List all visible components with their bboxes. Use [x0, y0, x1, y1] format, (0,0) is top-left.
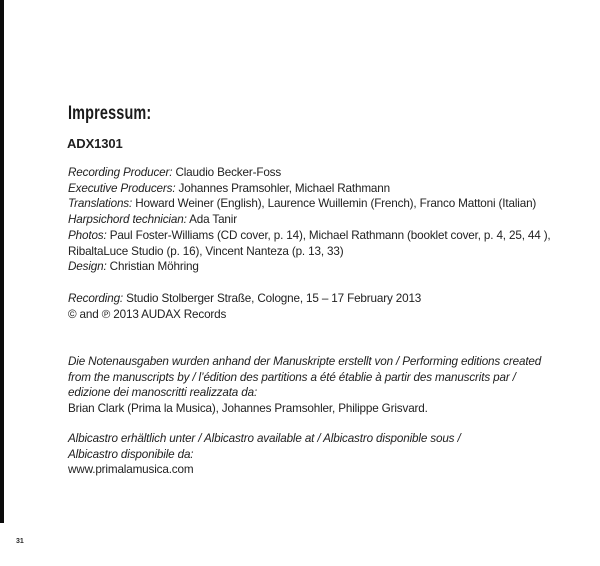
credits-block	[68, 165, 551, 275]
catalog-number: ADX1301	[67, 136, 123, 151]
credit-text: Paul Foster-Williams (CD cover, p. 14), Michael Rathmann (booklet cover, p. 4, 25, 44 ),	[106, 228, 551, 242]
credit-text: Howard Weiner (English), Laurence Wuillemin (French), Franco Mattoni (Italian)	[132, 197, 537, 211]
credit-text: Johannes Pramsohler, Michael Rathmann	[175, 181, 390, 195]
scan-edge-bar	[0, 0, 4, 523]
credit-label: Harpsichord technician:	[68, 213, 187, 227]
availability-note-line: Albicastro erhältlich unter / Albicastro available at / Albicastro disponible sous /	[68, 432, 461, 445]
copyright-line	[68, 307, 421, 323]
recording-line	[68, 291, 421, 307]
availability-note-line: Albicastro disponibile da:	[68, 447, 194, 461]
credit-line	[68, 244, 551, 260]
editions-note-line: Die Notenausgaben wurden anhand der Manuskripte erstellt von / Performing editions created	[68, 355, 542, 368]
editions-credit-line: Brian Clark (Prima la Musica), Johannes Pramsohler, Philippe Grisvard.	[68, 402, 428, 416]
page-title: Impressum:	[68, 103, 152, 124]
credit-label: Recording Producer:	[68, 166, 173, 179]
credit-line	[68, 228, 551, 244]
page-number: 31	[16, 538, 24, 545]
credit-line	[68, 181, 551, 197]
credit-line	[68, 196, 551, 212]
credit-text: Christian Möhring	[106, 260, 199, 274]
credit-label: Executive Producers:	[68, 181, 176, 195]
credit-label: Translations:	[68, 197, 133, 211]
recording-block	[68, 291, 421, 322]
recording-label: Recording:	[68, 292, 124, 305]
availability-block	[68, 431, 461, 478]
credit-text: RibaltaLuce Studio (p. 16), Vincent Nanteza (p. 13, 33)	[68, 244, 344, 258]
credit-line	[68, 165, 551, 181]
credit-text: Ada Tanir	[186, 213, 237, 227]
copyright-text: © and ℗ 2013 AUDAX Records	[68, 307, 227, 321]
credit-label: Design:	[68, 260, 107, 274]
credit-line	[68, 259, 551, 275]
credit-text: Claudio Becker-Foss	[172, 166, 282, 179]
editions-block	[68, 354, 541, 417]
recording-text: Studio Stolberger Straße, Cologne, 15 – 17 February 2013	[123, 292, 422, 305]
credit-label: Photos:	[68, 228, 107, 242]
editions-note-line: from the manuscripts by / l’édition des partitions a été établie à partir des manuscrits par /	[68, 370, 516, 384]
editions-note-line: edizione dei manoscritti realizzata da:	[68, 386, 258, 400]
credit-line	[68, 212, 551, 228]
website-url: www.primalamusica.com	[68, 463, 194, 477]
